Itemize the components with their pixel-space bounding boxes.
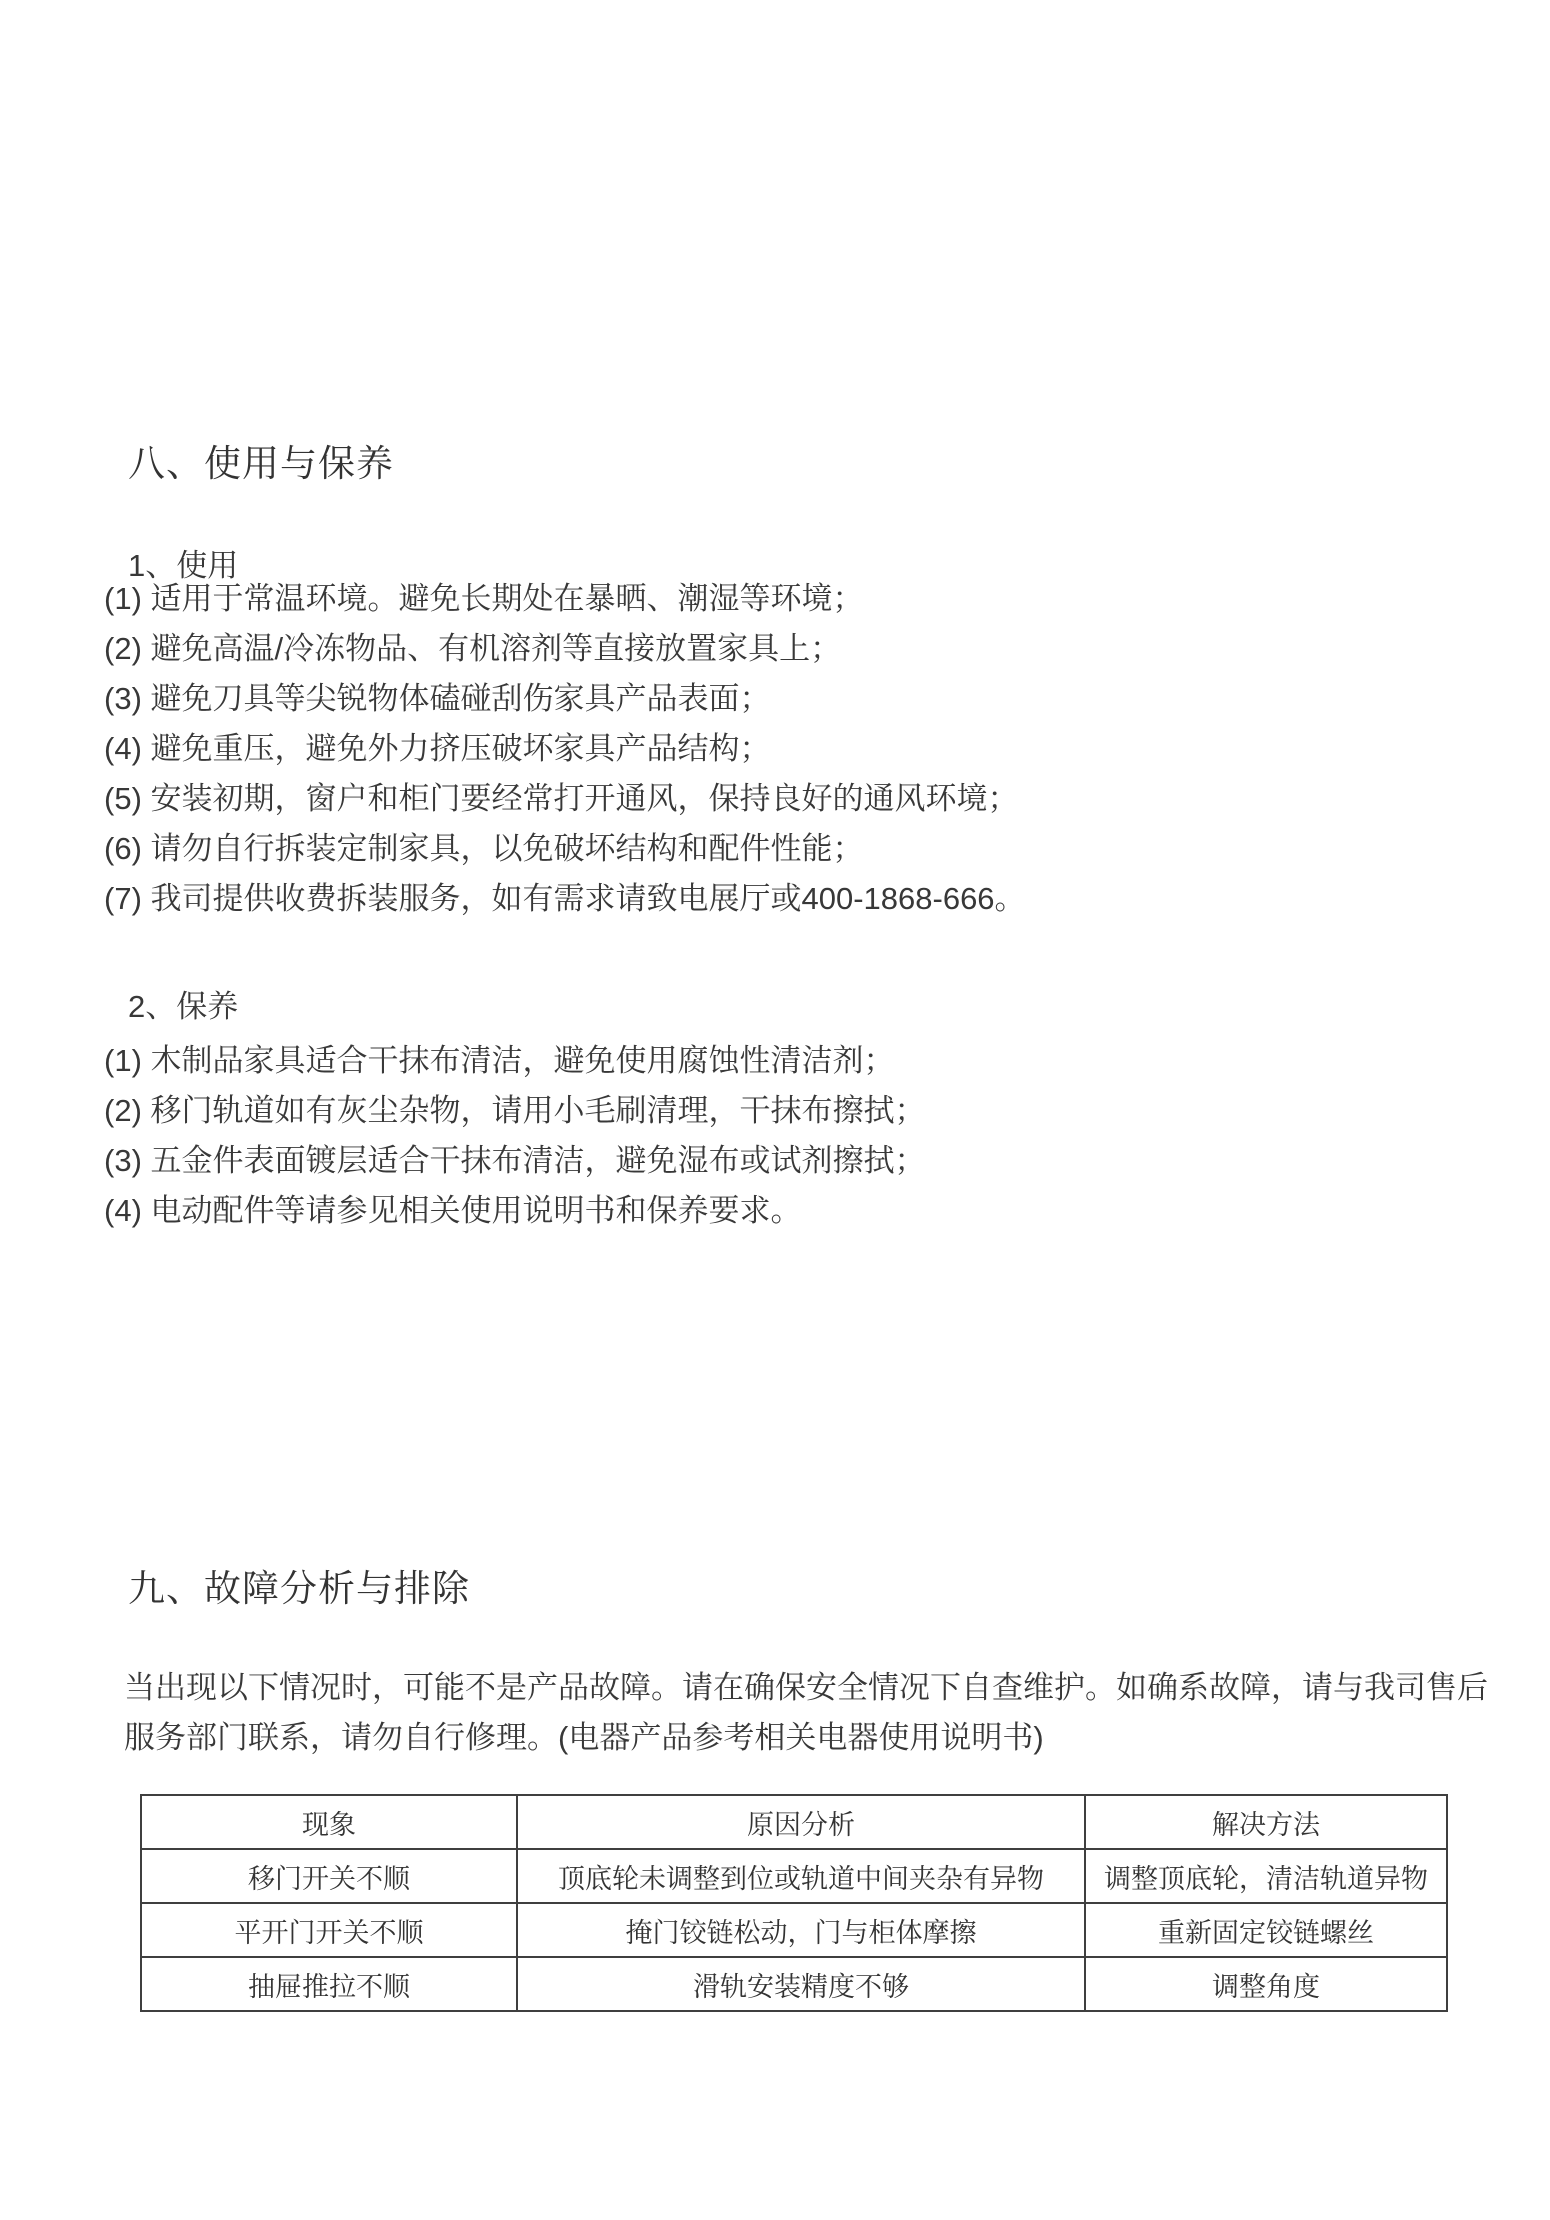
- table-row: [141, 1903, 1447, 1957]
- subsection-care-title: 2、保养: [128, 989, 239, 1024]
- cell-solution: 调整角度: [1085, 1957, 1447, 2011]
- table-row: [141, 1849, 1447, 1903]
- subsection-use-title: 1、使用: [128, 548, 239, 583]
- fault-intro-paragraph: [124, 1663, 1488, 1763]
- use-item-list: [104, 574, 1026, 924]
- cell-cause: 顶底轮未调整到位或轨道中间夹杂有异物: [517, 1849, 1085, 1903]
- use-item: (6) 请勿自行拆装定制家具，以免破坏结构和配件性能；: [104, 831, 864, 866]
- table-row: [141, 1957, 1447, 2011]
- care-item: (3) 五金件表面镀层适合干抹布清洁，避免湿布或试剂擦拭；: [104, 1143, 926, 1178]
- fault-table-header-row: [141, 1795, 1447, 1849]
- fault-table: [140, 1794, 1448, 2012]
- fault-intro-line: 当出现以下情况时，可能不是产品故障。请在确保安全情况下自查维护。如确系故障，请与我司售后: [124, 1670, 1488, 1705]
- use-item: (3) 避免刀具等尖锐物体磕碰刮伤家具产品表面；: [104, 681, 771, 716]
- use-item: (7) 我司提供收费拆装服务，如有需求请致电展厅或400-1868-666。: [104, 881, 1026, 916]
- care-item-list: [104, 1036, 926, 1236]
- fault-table-header-solution: 解决方法: [1085, 1795, 1447, 1849]
- care-item: (2) 移门轨道如有灰尘杂物，请用小毛刷清理，干抹布擦拭；: [104, 1093, 926, 1128]
- section-8-title: 八、使用与保养: [128, 443, 394, 484]
- cell-solution: 重新固定铰链螺丝: [1085, 1903, 1447, 1957]
- care-item: (1) 木制品家具适合干抹布清洁，避免使用腐蚀性清洁剂；: [104, 1043, 895, 1078]
- use-item: (4) 避免重压，避免外力挤压破坏家具产品结构；: [104, 731, 771, 766]
- fault-intro-line: 服务部门联系，请勿自行修理。(电器产品参考相关电器使用说明书): [124, 1720, 1044, 1755]
- cell-phenomenon: 平开门开关不顺: [141, 1903, 517, 1957]
- use-item: (1) 适用于常温环境。避免长期处在暴晒、潮湿等环境；: [104, 581, 864, 616]
- cell-cause: 滑轨安装精度不够: [517, 1957, 1085, 2011]
- section-9-title: 九、故障分析与排除: [128, 1568, 470, 1609]
- cell-phenomenon: 移门开关不顺: [141, 1849, 517, 1903]
- use-item: (2) 避免高温/冷冻物品、有机溶剂等直接放置家具上；: [104, 631, 842, 666]
- care-item: (4) 电动配件等请参见相关使用说明书和保养要求。: [104, 1193, 802, 1228]
- cell-solution: 调整顶底轮，清洁轨道异物: [1085, 1849, 1447, 1903]
- cell-phenomenon: 抽屉推拉不顺: [141, 1957, 517, 2011]
- cell-cause: 掩门铰链松动，门与柜体摩擦: [517, 1903, 1085, 1957]
- use-item: (5) 安装初期，窗户和柜门要经常打开通风，保持良好的通风环境；: [104, 781, 1019, 816]
- fault-table-header-cause: 原因分析: [517, 1795, 1085, 1849]
- fault-table-header-phenomenon: 现象: [141, 1795, 517, 1849]
